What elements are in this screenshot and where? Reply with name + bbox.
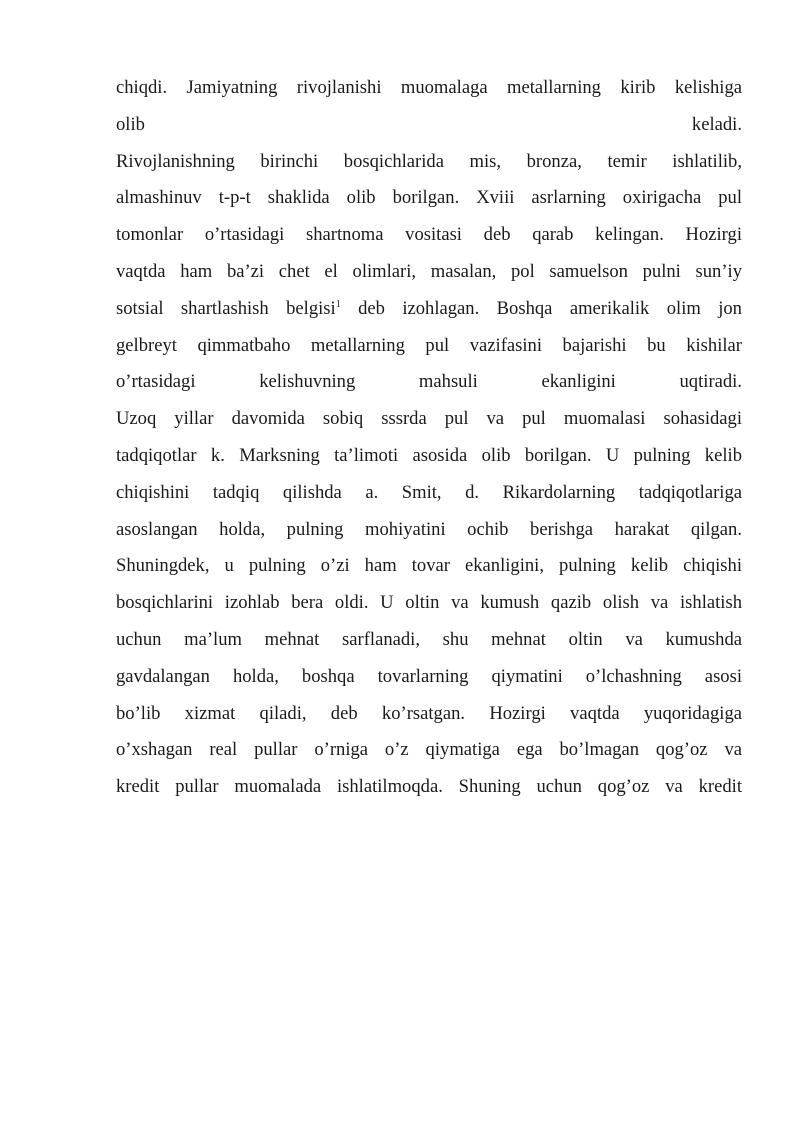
text-line: o’xshagan real pullar o’rniga o’z qiymatiga ega bo’lmagan qog’oz va <box>116 739 742 761</box>
text-line: bosqichlarini izohlab bera oldi. U oltin va kumush qazib olish va ishlatish <box>116 592 742 614</box>
text-line: olib keladi. <box>116 113 742 135</box>
text-line: uchun ma’lum mehnat sarflanadi, shu mehnat oltin va kumushda <box>116 628 742 650</box>
text-line: Uzoq yillar davomida sobiq sssrda pul va pul muomalasi sohasidagi <box>116 408 742 430</box>
text-line: Rivojlanishning birinchi bosqichlarida mis, bronza, temir ishlatilib, <box>116 150 742 172</box>
text-line: o’rtasidagi kelishuvning mahsuli ekanligini uqtiradi. <box>116 371 742 393</box>
text-line: chiqdi. Jamiyatning rivojlanishi muomalaga metallarning kirib kelishiga <box>116 77 742 98</box>
text-segment: sotsial shartlashish belgisi <box>116 297 336 319</box>
text-line: bo’lib xizmat qiladi, deb ko’rsatgan. Hozirgi vaqtda yuqoridagiga <box>116 702 742 724</box>
text-line: asoslangan holda, pulning mohiyatini ochib berishga harakat qilgan. <box>116 518 742 540</box>
text-line-with-footnote <box>116 291 742 328</box>
text-line: gavdalangan holda, boshqa tovarlarning qiymatini o’lchashning asosi <box>116 665 742 687</box>
text-line: gelbreyt qimmatbaho metallarning pul vazifasini bajarishi bu kishilar <box>116 334 742 356</box>
text-line: vaqtda ham ba’zi chet el olimlari, masalan, pol samuelson pulni sun’iy <box>116 260 742 282</box>
text-segment: deb izohlagan. Boshqa amerikalik olim jon <box>340 297 742 319</box>
text-line: tadqiqotlar k. Marksning ta’limoti asosida olib borilgan. U pulning kelib <box>116 444 742 466</box>
text-line: kredit pullar muomalada ishlatilmoqda. Shuning uchun qog’oz va kredit <box>116 776 742 798</box>
text-line: chiqishini tadqiq qilishda a. Smit, d. Rikardolarning tadqiqotlariga <box>116 481 742 503</box>
text-line: tomonlar o’rtasidagi shartnoma vositasi deb qarab kelingan. Hozirgi <box>116 224 742 246</box>
body-text <box>116 70 742 806</box>
text-line: Shuningdek, u pulning o’zi ham tovar ekanligini, pulning kelib chiqishi <box>116 555 742 577</box>
footnote-marker[interactable]: 1 <box>335 298 341 310</box>
text-line: almashinuv t-p-t shaklida olib borilgan. Xviii asrlarning oxirigacha pul <box>116 187 742 209</box>
